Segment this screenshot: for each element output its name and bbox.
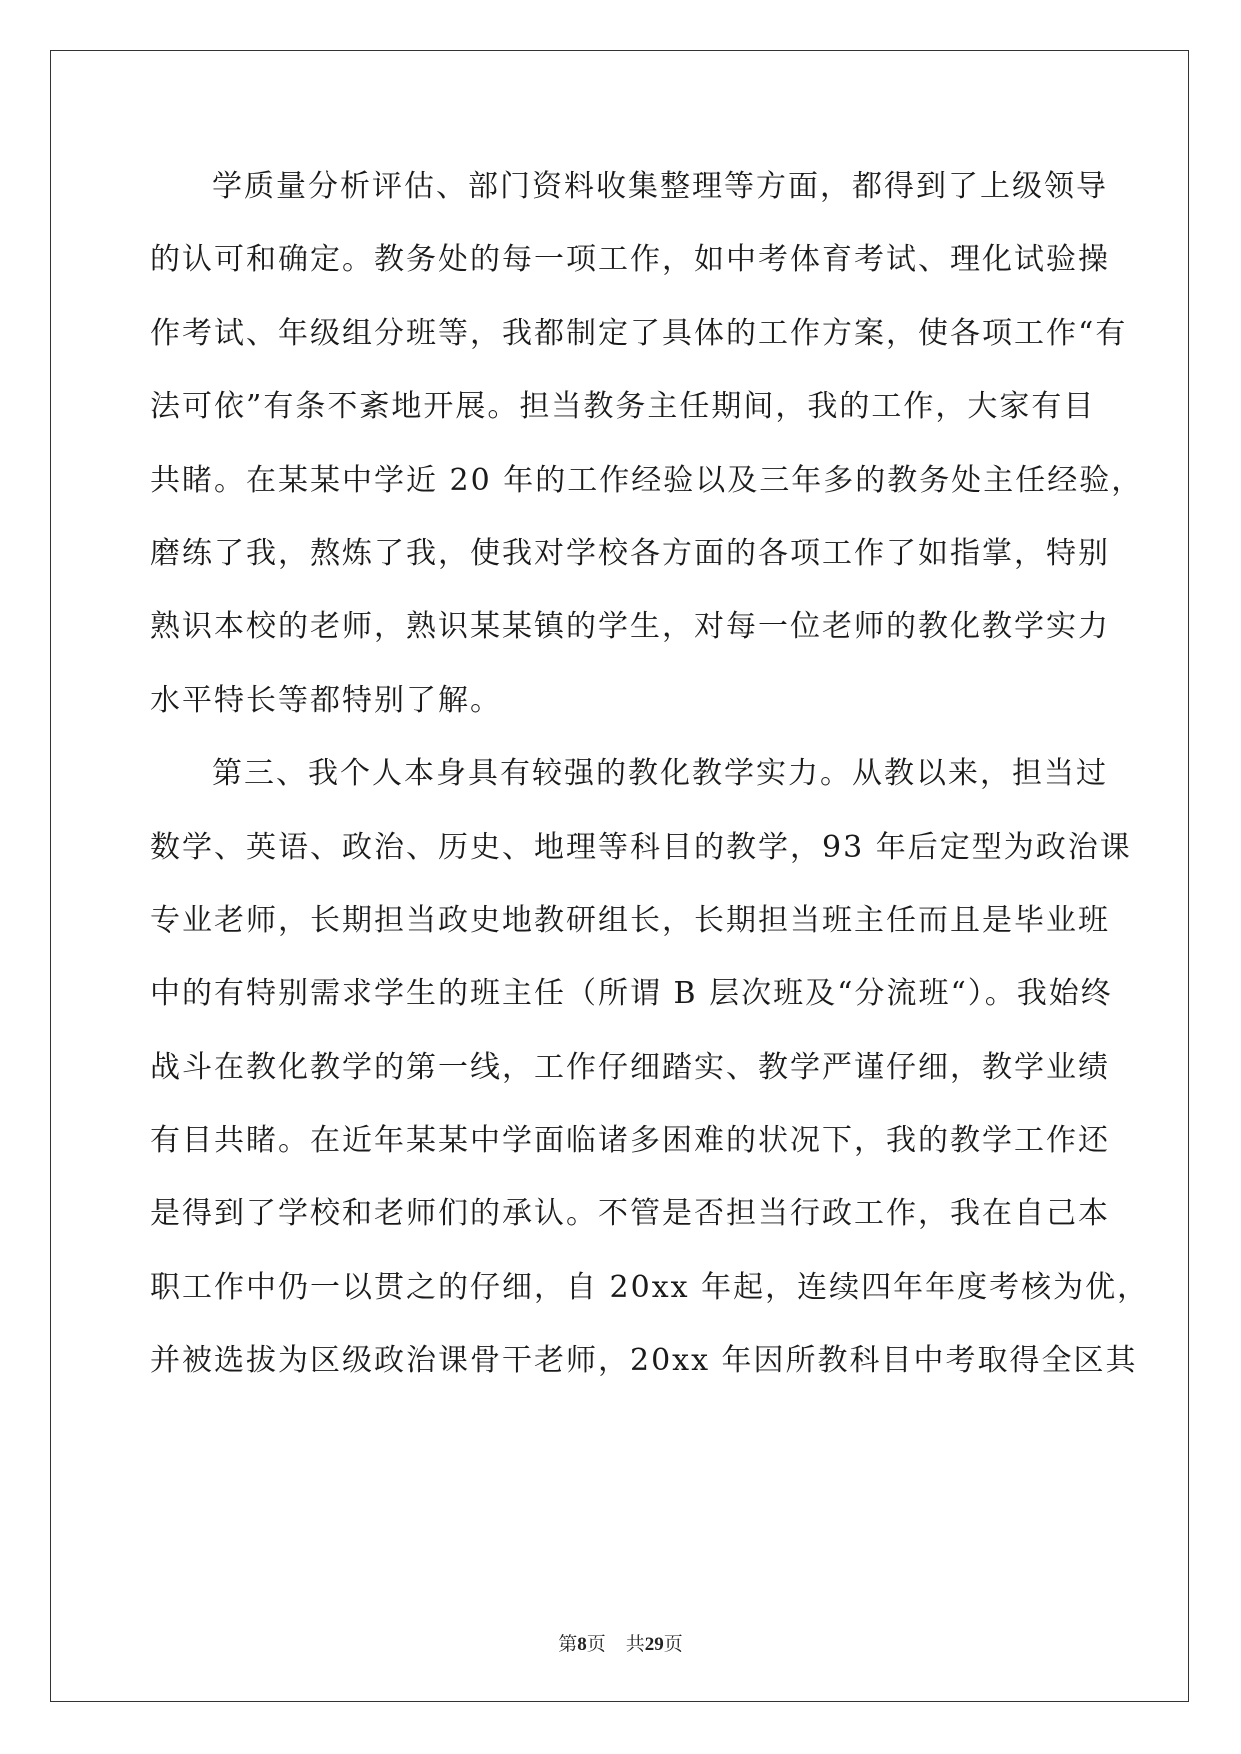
text-line: 专业老师，长期担当政史地教研组长，长期担当班主任而且是毕业班 — [150, 902, 1110, 938]
page-number: 8 — [577, 1634, 587, 1655]
page-footer — [0, 1632, 1241, 1657]
text-line: 磨练了我，熬炼了我，使我对学校各方面的各项工作了如指掌，特别 — [150, 535, 1110, 571]
text-line: 法可依”有条不紊地开展。担当教务主任期间，我的工作，大家有目 — [150, 389, 1096, 425]
text-line: 战斗在教化教学的第一线，工作仔细踏实、教学严谨仔细，教学业绩 — [150, 1049, 1110, 1085]
text-line: 职工作中仍一以贯之的仔细，自 20xx 年起，连续四年年度考核为优， — [150, 1269, 1150, 1305]
text-line: 学质量分析评估、部门资料收集整理等方面，都得到了上级领导 — [212, 169, 1108, 204]
text-line: 共睹。在某某中学近 20 年的工作经验以及三年多的教务处主任经验， — [150, 462, 1144, 498]
text-line: 有目共睹。在近年某某中学面临诸多困难的状况下，我的教学工作还 — [150, 1123, 1110, 1159]
total-prefix: 共 — [625, 1633, 645, 1655]
document-body — [150, 150, 1150, 1398]
text-line: 水平特长等都特别了解。 — [150, 682, 502, 718]
text-line: 熟识本校的老师，熟识某某镇的学生，对每一位老师的教化教学实力 — [150, 609, 1110, 645]
text-line: 第三、我个人本身具有较强的教化教学实力。从教以来，担当过 — [212, 756, 1108, 792]
total-suffix: 页 — [663, 1633, 683, 1655]
text-line: 作考试、年级组分班等，我都制定了具体的工作方案，使各项工作“有 — [150, 315, 1128, 351]
total-pages: 29 — [644, 1634, 664, 1655]
text-line: 数学、英语、政治、历史、地理等科目的教学，93 年后定型为政治课 — [150, 829, 1132, 865]
page-prefix: 第 — [558, 1633, 578, 1655]
text-line: 中的有特别需求学生的班主任（所谓 B 层次班及“分流班“）。我始终 — [150, 976, 1113, 1012]
page-suffix: 页 — [586, 1633, 606, 1655]
text-line: 并被选拔为区级政治课骨干老师，20xx 年因所教科目中考取得全区其 — [150, 1343, 1138, 1379]
text-line: 的认可和确定。教务处的每一项工作，如中考体育考试、理化试验操 — [150, 242, 1110, 278]
text-line: 是得到了学校和老师们的承认。不管是否担当行政工作，我在自己本 — [150, 1196, 1110, 1232]
